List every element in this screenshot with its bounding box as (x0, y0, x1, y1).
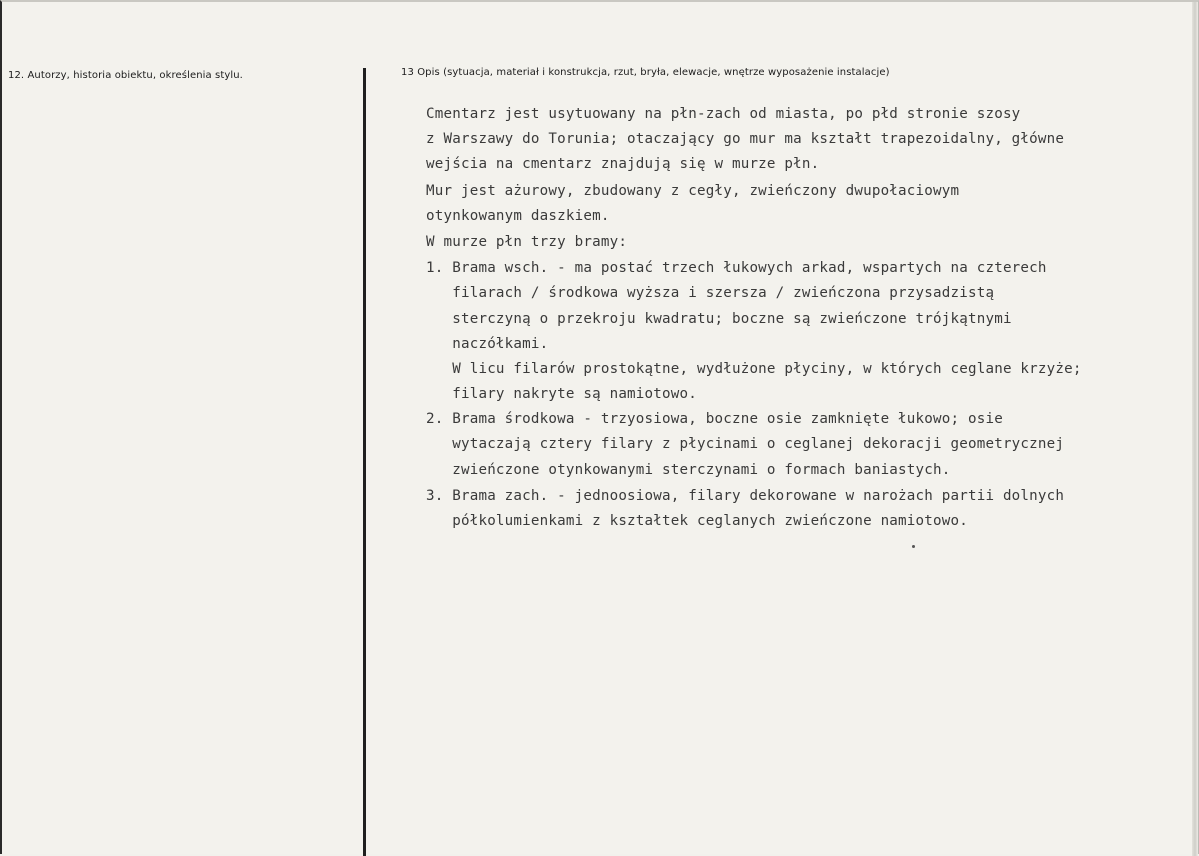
field-13-label: 13 Opis (sytuacja, materiał i konstrukcja, rzut, bryła, elewacje, wnętrze wyposażenie instalacje) (401, 67, 890, 78)
text-line: W licu filarów prostokątne, wydłużone płyciny, w których ceglane krzyże; (426, 361, 1082, 377)
text-line: naczółkami. (426, 336, 549, 352)
text-line: sterczyną o przekroju kwadratu; boczne są zwieńczone trójkątnymi (426, 311, 1012, 327)
column-divider (363, 68, 366, 856)
text-line: 1. Brama wsch. - ma postać trzech łukowych arkad, wspartych na czterech (426, 260, 1047, 276)
text-line: Mur jest ażurowy, zbudowany z cegły, zwieńczony dwupołaciowym (426, 183, 960, 199)
text-line: z Warszawy do Torunia; otaczający go mur ma kształt trapezoidalny, główne (426, 131, 1065, 147)
field-12-label: 12. Autorzy, historia obiektu, określenia stylu. (8, 70, 243, 81)
text-line: W murze płn trzy bramy: (426, 234, 628, 250)
text-line: 2. Brama środkowa - trzyosiowa, boczne osie zamknięte łukowo; osie (426, 411, 1003, 427)
text-line: półkolumienkami z kształtek ceglanych zwieńczone namiotowo. (426, 513, 968, 529)
ink-speck (912, 545, 915, 548)
text-line: wytaczają cztery filary z płycinami o ceglanej dekoracji geometrycznej (426, 436, 1065, 452)
text-line: zwieńczone otynkowanymi sterczynami o formach baniastych. (426, 462, 951, 478)
text-line: otynkowanym daszkiem. (426, 208, 610, 224)
text-line: wejścia na cmentarz znajdują się w murze płn. (426, 156, 820, 172)
text-line: Cmentarz jest usytuowany na płn-zach od miasta, po płd stronie szosy (426, 106, 1021, 122)
text-line: filary nakryte są namiotowo. (426, 386, 697, 402)
text-line: 3. Brama zach. - jednoosiowa, filary dekorowane w narożach partii dolnych (426, 488, 1065, 504)
text-line: filarach / środkowa wyższa i szersza / zwieńczona przysadzistą (426, 285, 995, 301)
scan-edge (1192, 2, 1198, 856)
